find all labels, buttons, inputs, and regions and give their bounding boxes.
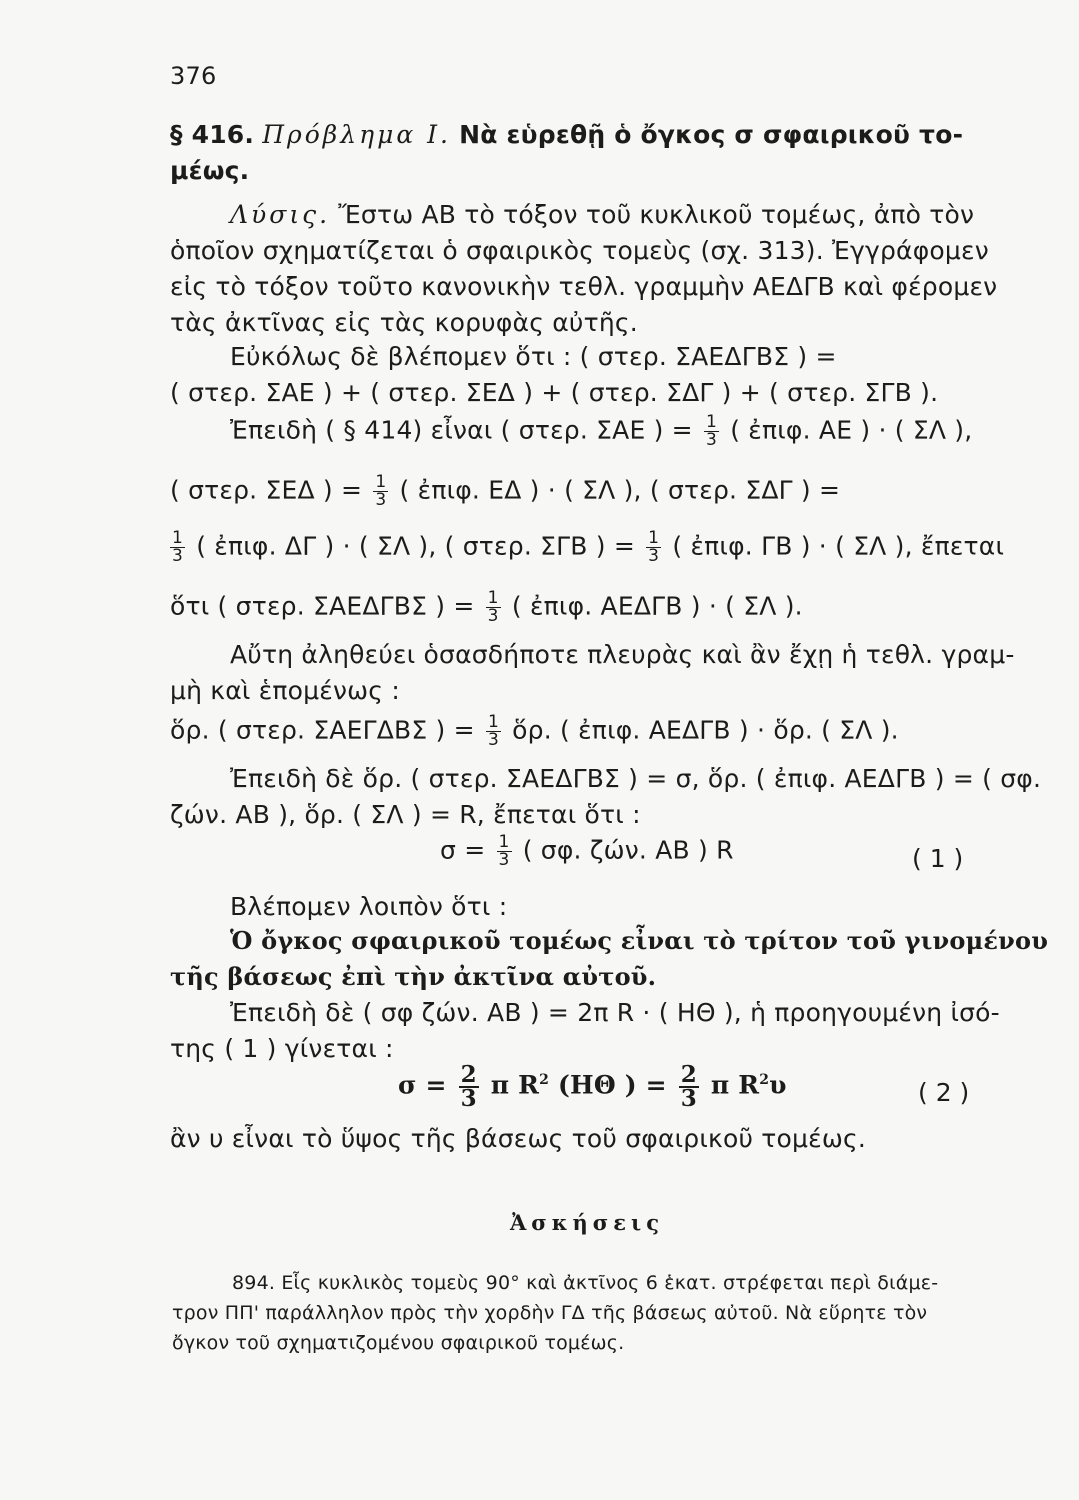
solution-line-5: Εὐκόλως δὲ βλέπομεν ὅτι : ( στερ. ΣΑΕΔΓΒΣ ) = [230,342,837,371]
section-number: § 416. [170,120,255,149]
fraction-one-third [646,530,661,565]
problem-label: Πρόβλημα I. [262,120,451,149]
text-segment: ὅτι ( στερ. ΣΑΕΔΓΒΣ ) = [170,591,475,621]
solution-label: Λύσις. [230,200,331,229]
fraction-one-third [373,474,388,509]
denominator: 3 [172,546,184,566]
fraction-one-third [486,590,501,625]
text-segment: σ = [398,1070,447,1100]
page-number: 376 [170,62,217,90]
text-segment: ( ἐπιφ. ΓΒ ) · ( ΣΛ ), ἔπεται [672,531,1005,561]
exercises-title: Ἀσκήσεις [510,1210,664,1235]
equation-2 [398,1061,787,1112]
heading-text: Νὰ εὑρεθῇ ὁ ὄγκος σ σφαιρικοῦ το- [459,120,964,149]
exponent: 2 [539,1072,550,1089]
solution-line-16: Βλέπομεν λοιπὸν ὅτι : [230,892,508,921]
solution-line-3: εἰς τὸ τόξον τοῦτο κανονικὴν τεθλ. γραμμὴν ΑΕΔΓΒ καὶ φέρομεν [170,272,998,301]
denominator: 3 [487,730,499,750]
solution-line-15: ζών. ΑΒ ), ὅρ. ( ΣΛ ) = R, ἔπεται ὅτι : [170,800,641,829]
solution-line-4: τὰς ἀκτῖνας εἰς τὰς κορυφὰς αὐτῆς. [170,308,638,337]
solution-line-10 [170,590,803,625]
fraction-one-third [486,714,501,749]
denominator: 3 [648,546,660,566]
text-segment: ( ἐπιφ. ΔΓ ) · ( ΣΛ ), ( στερ. ΣΓΒ ) = [196,531,636,561]
text-segment: (ΗΘ ) = [557,1070,667,1100]
text-segment: ὅρ. ( στερ. ΣΑΕΓΔΒΣ ) = [170,715,475,745]
text-segment: ( ἐπιφ. ΑΕ ) · ( ΣΛ ), [730,415,973,445]
numerator: 1 [648,528,660,548]
text-segment: ( ἐπιφ. ΕΔ ) · ( ΣΛ ), ( στερ. ΣΔΓ ) = [399,475,841,505]
text-segment: σ = [440,835,486,865]
denominator: 3 [487,606,499,626]
solution-line-6: ( στερ. ΣΑΕ ) + ( στερ. ΣΕΔ ) + ( στερ. ΣΔΓ ) + ( στερ. ΣΓΒ ). [170,378,939,407]
exercise-line-1: 894. Εἷς κυκλικὸς τομεὺς 90° καὶ ἀκτῖνος 6 ἑκατ. στρέφεται περὶ διάμε- [232,1272,939,1294]
exercise-line-3: ὄγκον τοῦ σχηματιζομένου σφαιρικοῦ τομέως. [172,1332,625,1354]
denominator: 3 [460,1085,477,1112]
equation-number-2: ( 2 ) [918,1078,970,1107]
solution-line-2: ὁποῖον σχηματίζεται ὁ σφαιρικὸς τομεὺς (σχ. 313). Ἐγγράφομεν [170,236,989,265]
theorem-line-2: τῆς βάσεως ἐπὶ τὴν ἀκτῖνα αὐτοῦ. [170,962,657,991]
heading-text-continued: μέως. [170,156,250,185]
numerator: 2 [460,1061,477,1088]
numerator: 2 [680,1061,697,1088]
theorem-line-1: Ὁ ὄγκος σφαιρικοῦ τομέως εἶναι τὸ τρίτον τοῦ γινομένου [230,926,1049,955]
denominator: 3 [498,850,510,870]
denominator: 3 [375,490,387,510]
numerator: 1 [172,528,184,548]
text-segment: ( σφ. ζών. ΑΒ ) R [522,835,734,865]
numerator: 1 [487,588,499,608]
numerator: 1 [375,472,387,492]
solution-line-14: Ἐπειδὴ δὲ ὅρ. ( στερ. ΣΑΕΔΓΒΣ ) = σ, ὅρ. ( ἐπιφ. ΑΕΔΓΒ ) = ( σφ. [230,764,1042,793]
numerator: 1 [706,412,718,432]
solution-line-9 [170,530,1004,565]
solution-line-11: Αὔτη ἀληθεύει ὁσασδήποτε πλευρὰς καὶ ἂν ἔχῃ ἡ τεθλ. γραμ- [230,640,1015,669]
exponent: 2 [759,1072,770,1089]
solution-line-12: μὴ καὶ ἑπομένως : [170,676,400,705]
solution-line-19: ἂν υ εἶναι τὸ ὕψος τῆς βάσεως τοῦ σφαιρικοῦ τομέως. [170,1124,866,1153]
fraction-one-third [497,834,512,869]
solution-text: Ἔστω ΑΒ τὸ τόξον τοῦ κυκλικοῦ τομέως, ἀπὸ τὸν [338,200,975,229]
denominator: 3 [706,430,718,450]
solution-line-17: Ἐπειδὴ δὲ ( σφ ζών. ΑΒ ) = 2π R · ( ΗΘ ), ἡ προηγουμένη ἰσό- [230,998,1000,1027]
text-segment: Ἐπειδὴ ( § 414) εἶναι ( στερ. ΣΑΕ ) = [230,415,693,445]
text-segment: π R [490,1070,540,1100]
text-segment: π R [710,1070,760,1100]
text-segment: ( ἐπιφ. ΑΕΔΓΒ ) · ( ΣΛ ). [511,591,803,621]
fraction-one-third [704,414,719,449]
text-segment: ὅρ. ( ἐπιφ. ΑΕΔΓΒ ) · ὅρ. ( ΣΛ ). [512,715,899,745]
denominator: 3 [680,1085,697,1112]
equation-number-1: ( 1 ) [912,844,964,873]
equation-1 [440,834,734,869]
solution-line-7 [230,414,972,449]
text-segment: ( στερ. ΣΕΔ ) = [170,475,363,505]
fraction-two-thirds [679,1061,699,1112]
solution-line-8 [170,474,840,509]
solution-line-13 [170,714,899,749]
fraction-one-third [170,530,185,565]
solution-line-18: της ( 1 ) γίνεται : [170,1034,394,1063]
fraction-two-thirds [459,1061,479,1112]
section-heading [170,120,963,149]
text-segment: υ [769,1070,787,1100]
exercise-line-2: τρον ΠΠ' παράλληλον πρὸς τὴν χορδὴν ΓΔ τῆς βάσεως αὐτοῦ. Νὰ εὕρητε τὸν [172,1302,928,1324]
numerator: 1 [487,712,499,732]
numerator: 1 [498,832,510,852]
solution-line-1 [230,200,974,229]
